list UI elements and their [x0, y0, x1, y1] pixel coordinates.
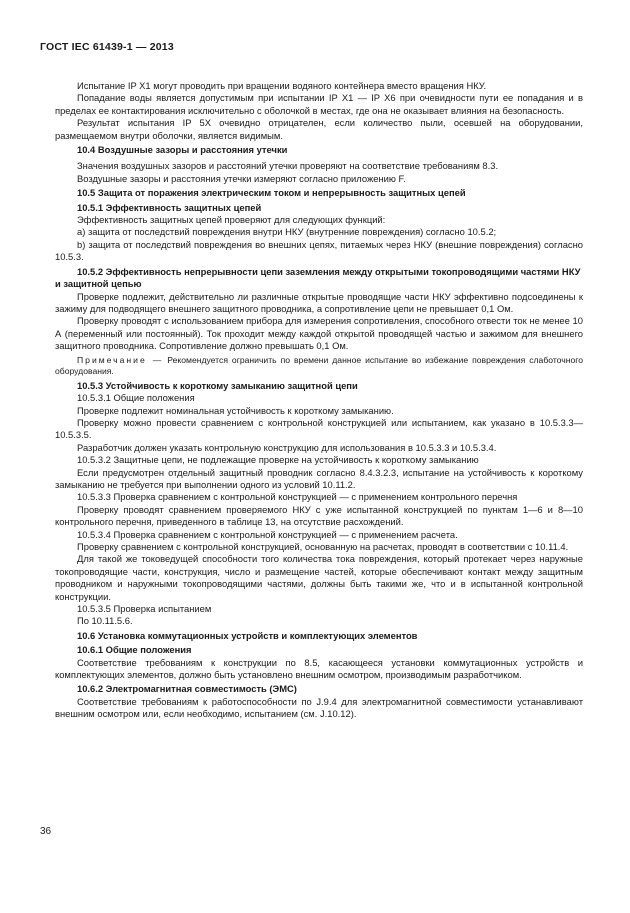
paragraph: Результат испытания IP 5X очевидно отрицателен, если количество пыли, осевшей на оборудовании, размещаемом внутри оболочки, является видимым. [55, 117, 583, 141]
paragraph: Проверку проводят с использованием прибора для измерения сопротивления, способного отвести ток не менее 10 А (переменный или постоянный). Ток проходит между каждой открытой проводящей частью и зажимом для внешнего защитного проводника. Сопротивление должно превышать 0,1 Ом. [55, 315, 583, 352]
paragraph: Испытание IP X1 могут проводить при вращении водяного контейнера вместо вращения НКУ. [77, 80, 487, 91]
paragraph: Значения воздушных зазоров и расстояний утечки проверяют на соответствие требованиям 8.3. [77, 160, 499, 172]
paragraph: Эффективность защитных цепей проверяют для следующих функций: [77, 214, 386, 226]
subsection-title: 10.5.3.3 Проверка сравнением с контрольной конструкцией — с применением контрольного перечня [77, 491, 518, 503]
note [55, 355, 583, 378]
subsection-title: 10.5.3.1 Общие положения [77, 392, 195, 404]
paragraph: Проверку сравнением с контрольной конструкцией, основанную на расчетах, проводят в соответствии с 10.11.4. [77, 541, 569, 552]
section-heading-10-5: 10.5 Защита от поражения электрическим током и непрерывность защитных цепей [77, 187, 466, 199]
paragraph: Для такой же токоведущей способности того количества тока повреждения, который протекает через наружные токопроводящие части, конструкция, число и размещение частей, которые обеспечивают контакт между защитным проводником и наружными токопроводящими частями, должны быть такими же, что и в испытанной контрольной конструкции. [55, 553, 583, 602]
document-body [55, 80, 583, 721]
paragraph: По 10.11.5.6. [77, 615, 133, 627]
section-heading-10-5-1: 10.5.1 Эффективность защитных цепей [77, 201, 262, 213]
paragraph: Воздушные зазоры и расстояния утечки измеряют согласно приложению F. [77, 172, 406, 184]
paragraph: Если предусмотрен отдельный защитный проводник согласно 8.4.3.2.3, испытание на устойчивость к короткому замыканию не требуется при выполнении одного из условий 10.11.2. [55, 466, 583, 490]
note-label: Примечание — [77, 354, 164, 365]
paragraph: Проверке подлежит, действительно ли различные открытые проводящие части НКУ эффективно подсоединены к зажиму для подводящего внешнего защитного проводника, а сопротивление цепи не превышает 0,1 Ом. [55, 290, 583, 314]
subsection-title: 10.5.3.5 Проверка испытанием [77, 603, 212, 615]
paragraph: Проверку можно провести сравнением с контрольной конструкцией или испытанием, как указано в 10.5.3.3—10.5.3.5. [55, 416, 583, 441]
document-header: ГОСТ IEC 61439-1 — 2013 [40, 41, 174, 53]
note-text: Рекомендуется ограничить по времени данное испытание во избежание повреждения слаботочного оборудования. [55, 354, 583, 377]
section-heading-10-5-3: 10.5.3 Устойчивость к короткому замыканию защитной цепи [77, 379, 358, 391]
list-item: а) защита от последствий повреждения внутри НКУ (внутренние повреждения) согласно 10.5.2; [77, 226, 497, 238]
paragraph: Проверке подлежит номинальная устойчивость к короткому замыканию. [77, 404, 394, 416]
page-number: 36 [40, 826, 52, 837]
section-heading-10-6-2: 10.6.2 Электромагнитная совместимость (ЭМС) [77, 683, 297, 695]
paragraph: Разработчик должен указать контрольную конструкцию для использования в 10.5.3.3 и 10.5.3.4. [77, 441, 497, 453]
paragraph: Проверку проводят сравнением проверяемого НКУ с уже испытанной конструкцией по пунктам 1—6 и 8—10 контрольного перечня, приведенного в таблице 13, на отсутствие расхождений. [55, 503, 583, 528]
subsection-title: 10.5.3.2 Защитные цепи, не подлежащие проверке на устойчивость к короткому замыканию [77, 454, 479, 466]
section-heading-10-4: 10.4 Воздушные зазоры и расстояния утечки [77, 144, 288, 156]
paragraph: Соответствие требованиям к работоспособности по J.9.4 для электромагнитной совместимости устанавливают внешним осмотром или, если необходимо, испытанием (см. J.10.12). [55, 695, 583, 720]
section-heading-10-6-1: 10.6.1 Общие положения [77, 644, 192, 656]
paragraph: Соответствие требованиям к конструкции по 8.5, касающееся установки коммутационных устройств и комплектующих элементов, должно быть установлено внешним осмотром, производимым разработчиком. [55, 656, 583, 681]
list-item: b) защита от последствий повреждения во внешних цепях, питаемых через НКУ (внешние повреждения) согласно 10.5.3. [55, 238, 583, 263]
paragraph: Попадание воды является допустимым при испытании IP X1 — IP X6 при очевидности пути ее попадания и в пределах ее контактирования исключительно с оболочкой в местах, где она не оказывает влияния на безопасность. [55, 92, 583, 116]
section-heading-10-6: 10.6 Установка коммутационных устройств и комплектующих элементов [77, 629, 418, 641]
section-heading-10-5-2: 10.5.2 Эффективность непрерывности цепи заземления между открытыми токопроводящими частями НКУ и защитной цепью [55, 265, 581, 290]
subsection-title: 10.5.3.4 Проверка сравнением с контрольной конструкцией — с применением расчета. [77, 528, 458, 540]
